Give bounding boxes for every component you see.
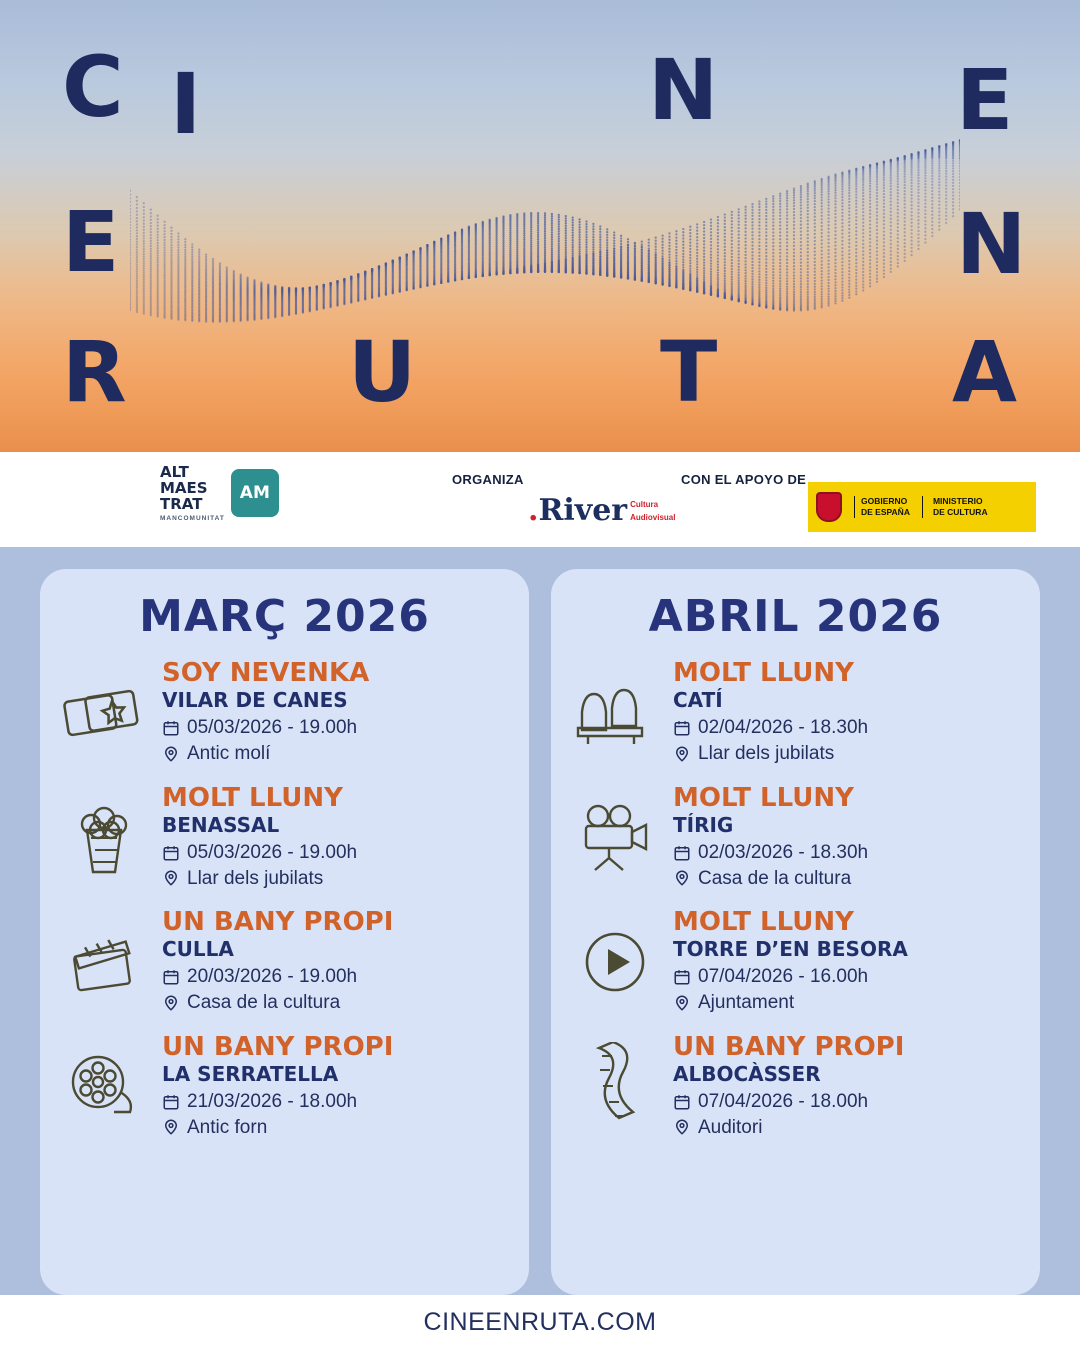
hero-letter: N xyxy=(648,41,719,139)
decorative-mesh-graphic xyxy=(130,10,960,440)
event-film-title: MOLT LLUNY xyxy=(162,782,343,813)
location-pin-icon xyxy=(162,994,180,1012)
hero-letter: E xyxy=(62,193,120,291)
alt-maestrat-mark-icon: AM xyxy=(231,469,279,517)
gobierno-text-block xyxy=(854,496,910,518)
event-date: 02/03/2026 - 18.30h xyxy=(698,841,869,863)
tickets-icon xyxy=(58,667,150,759)
list-item[interactable] xyxy=(58,909,511,1016)
event-town: CULLA xyxy=(162,937,234,962)
event-film-title: UN BANY PROPI xyxy=(162,1031,394,1062)
location-pin-icon xyxy=(162,869,180,887)
event-town: LA SERRATELLA xyxy=(162,1062,339,1087)
calendar-icon xyxy=(162,719,180,737)
sponsor-bar xyxy=(0,452,1080,547)
list-item[interactable] xyxy=(569,909,1022,1016)
river-name: River xyxy=(538,493,628,528)
gobierno-line2: DE ESPAÑA xyxy=(861,507,910,517)
event-venue-row xyxy=(162,741,511,767)
calendar-icon xyxy=(162,968,180,986)
event-date: 02/04/2026 - 18.30h xyxy=(698,717,869,739)
event-film-title: MOLT LLUNY xyxy=(673,658,854,688)
event-venue-row xyxy=(162,990,511,1016)
event-town: BENASSAL xyxy=(162,812,280,837)
event-town: CATÍ xyxy=(673,688,723,713)
hero-letter: A xyxy=(952,323,1018,421)
location-pin-icon xyxy=(673,869,691,887)
location-pin-icon xyxy=(673,745,691,763)
calendar-icon xyxy=(673,844,691,862)
event-venue-row xyxy=(673,990,1022,1016)
gobierno-line1: GOBIERNO xyxy=(861,496,908,506)
river-sub2: Audiovisual xyxy=(630,513,676,522)
event-date: 20/03/2026 - 19.00h xyxy=(187,966,358,988)
event-venue-row xyxy=(162,1115,511,1141)
event-venue: Casa de la cultura xyxy=(698,867,852,889)
hero-banner xyxy=(0,0,1080,452)
location-pin-icon xyxy=(162,1118,180,1136)
calendar-icon xyxy=(673,968,691,986)
event-venue: Casa de la cultura xyxy=(187,992,341,1014)
event-date-row xyxy=(162,715,511,741)
list-item[interactable] xyxy=(569,782,1022,892)
location-pin-icon xyxy=(162,745,180,763)
event-date-row xyxy=(673,1089,1022,1115)
calendar-icon xyxy=(162,1093,180,1111)
list-item[interactable] xyxy=(569,660,1022,767)
movie-camera-icon xyxy=(569,792,661,884)
list-item[interactable] xyxy=(569,1031,1022,1141)
ministerio-line1: MINISTERIO xyxy=(932,496,983,506)
hero-letter: T xyxy=(660,323,718,421)
event-date-row xyxy=(673,840,1022,866)
location-pin-icon xyxy=(673,1118,691,1136)
event-date: 05/03/2026 - 19.00h xyxy=(187,717,358,739)
event-venue: Llar dels jubilats xyxy=(698,742,835,764)
event-town: ALBOCÀSSER xyxy=(673,1062,821,1087)
event-venue: Llar dels jubilats xyxy=(187,867,324,889)
hero-letter: N xyxy=(956,195,1027,293)
event-venue: Auditori xyxy=(698,1116,763,1138)
calendar-icon xyxy=(673,719,691,737)
event-town: VILAR DE CANES xyxy=(162,688,348,713)
cinema-seats-icon xyxy=(569,667,661,759)
website-url[interactable]: CINEENRUTA.COM xyxy=(423,1308,657,1336)
event-date-row xyxy=(162,840,511,866)
ministerio-line2: DE CULTURA xyxy=(932,507,988,517)
event-film-title: MOLT LLUNY xyxy=(673,907,854,938)
alt-maestrat-line2: MAES xyxy=(160,479,208,497)
event-film-title: UN BANY PROPI xyxy=(673,1031,905,1062)
event-venue: Ajuntament xyxy=(698,992,795,1014)
panel-title: ABRIL 2026 xyxy=(648,591,943,642)
event-date: 21/03/2026 - 18.00h xyxy=(187,1091,358,1113)
footer xyxy=(0,1295,1080,1350)
event-venue-row xyxy=(162,866,511,892)
panel-marc-2026 xyxy=(40,569,529,1295)
event-date: 05/03/2026 - 19.00h xyxy=(187,841,358,863)
river-dot-icon: . xyxy=(528,493,539,528)
clapperboard-icon xyxy=(58,916,150,1008)
hero-letter: R xyxy=(62,323,127,421)
event-date: 07/04/2026 - 18.00h xyxy=(698,1091,869,1113)
alt-maestrat-line1: ALT xyxy=(160,463,189,481)
event-date-row xyxy=(673,715,1022,741)
event-town: TORRE D’EN BESORA xyxy=(673,937,908,962)
hero-letter: U xyxy=(348,323,417,421)
event-film-title: MOLT LLUNY xyxy=(673,782,854,813)
panel-abril-2026 xyxy=(551,569,1040,1295)
spain-flag-icon xyxy=(808,482,850,532)
river-sub1: Cultura xyxy=(630,500,659,509)
event-venue-row xyxy=(673,741,1022,767)
apoyo-label: CON EL APOYO DE xyxy=(681,472,807,487)
alt-maestrat-line3: TRAT xyxy=(160,495,203,513)
hero-letter: C xyxy=(62,38,124,136)
river-wordmark xyxy=(528,493,628,528)
event-date: 07/04/2026 - 16.00h xyxy=(698,966,869,988)
event-venue-row xyxy=(673,1115,1022,1141)
logo-gobierno-de-espana xyxy=(808,482,1036,532)
calendar-icon xyxy=(673,1093,691,1111)
location-pin-icon xyxy=(673,994,691,1012)
logo-alt-maestrat xyxy=(160,464,279,522)
hero-letter: I xyxy=(170,55,202,153)
event-town: TÍRIG xyxy=(673,812,734,837)
list-item[interactable] xyxy=(58,660,511,767)
organiza-label: ORGANIZA xyxy=(452,472,524,487)
schedule-board xyxy=(0,547,1080,1295)
film-strip-icon xyxy=(569,1041,661,1133)
calendar-icon xyxy=(162,844,180,862)
coat-of-arms-icon xyxy=(816,492,842,522)
event-date-row xyxy=(673,964,1022,990)
list-item[interactable] xyxy=(58,782,511,892)
hero-letter: E xyxy=(956,51,1014,149)
event-venue: Antic molí xyxy=(187,742,271,764)
alt-maestrat-subtitle: MANCOMUNITAT xyxy=(160,515,225,522)
popcorn-icon xyxy=(58,792,150,884)
ministerio-text-block xyxy=(922,496,988,518)
event-date-row xyxy=(162,1089,511,1115)
event-film-title: UN BANY PROPI xyxy=(162,907,394,938)
event-venue: Antic forn xyxy=(187,1116,268,1138)
play-button-icon xyxy=(569,916,661,1008)
event-date-row xyxy=(162,964,511,990)
panel-title: MARÇ 2026 xyxy=(139,591,430,642)
list-item[interactable] xyxy=(58,1031,511,1141)
event-venue-row xyxy=(673,866,1022,892)
film-reel-icon xyxy=(58,1041,150,1133)
event-film-title: SOY NEVENKA xyxy=(162,658,370,688)
logo-river xyxy=(528,493,676,528)
